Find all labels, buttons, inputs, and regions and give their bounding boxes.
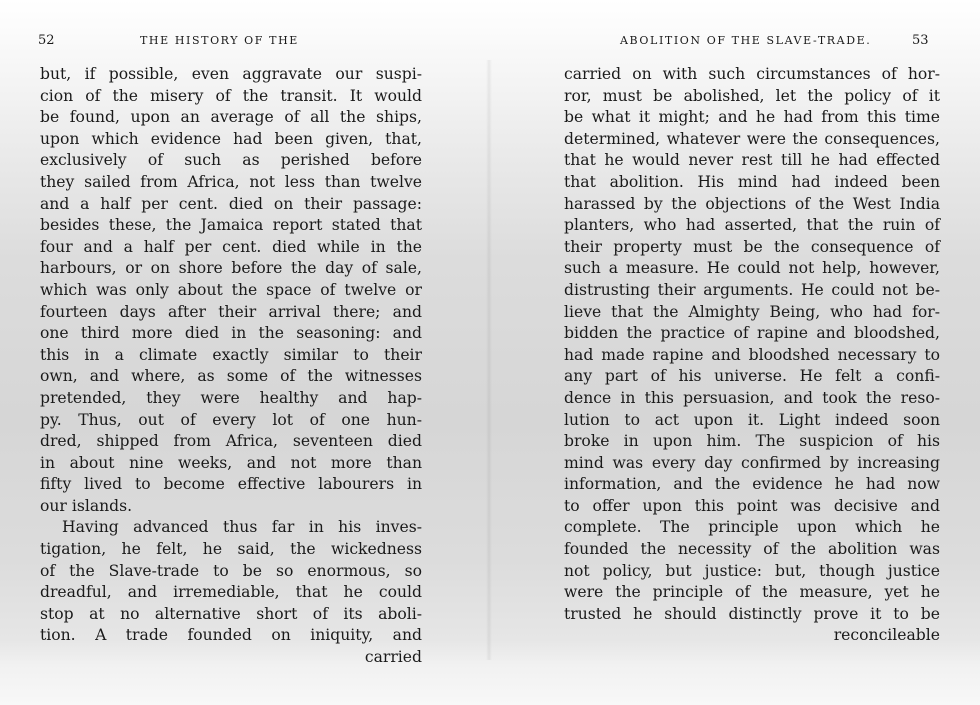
text-line: their property must be the consequence of (564, 237, 940, 256)
text-line: to offer upon this point was decisive and (564, 496, 940, 515)
text-line: pretended, they were healthy and hap- (40, 388, 422, 407)
text-line: founded the necessity of the abolition was (564, 540, 940, 559)
text-line: not policy, but justice: but, though justice (564, 561, 940, 580)
text-line: four and a half per cent. died while in the (40, 237, 422, 256)
text-line: any part of his universe. He felt a confi- (564, 367, 940, 386)
text-line: own, and where, as some of the witnesses (40, 367, 422, 386)
text-line: exclusively of such as perished before (40, 151, 422, 170)
text-line: they sailed from Africa, not less than twelve (40, 172, 422, 191)
text-line: that he would never rest till he had effected (564, 151, 940, 170)
text-line: which was only about the space of twelve or (40, 280, 422, 299)
text-line: broke in upon him. The suspicion of his (564, 432, 940, 451)
text-line: carried on with such circumstances of hor- (564, 65, 940, 83)
text-line: but, if possible, even aggravate our suspi- (40, 65, 422, 83)
text-line: be found, upon an average of all the ships, (40, 108, 422, 127)
text-line: besides these, the Jamaica report stated that (40, 216, 422, 235)
text-line: mind was every day confirmed by increasing (564, 453, 940, 472)
text-line: and a half per cent. died on their passage: (40, 194, 422, 213)
text-line: determined, whatever were the consequences, (564, 129, 940, 148)
text-line: planters, who had asserted, that the ruin of (564, 216, 940, 235)
text-line: harbours, or on shore before the day of sale, (40, 259, 422, 278)
text-line: upon which evidence had been given, that, (40, 129, 422, 148)
text-line: cion of the misery of the transit. It would (40, 86, 422, 105)
text-line: complete. The principle upon which he (564, 518, 940, 537)
text-line: dreadful, and irremediable, that he could (40, 583, 422, 602)
text-line: bidden the practice of rapine and bloodshed, (564, 324, 940, 343)
text-line: distrusting their arguments. He could not be- (564, 280, 940, 299)
text-line: our islands. (40, 496, 133, 515)
text-line: tigation, he felt, he said, the wickedness (40, 540, 422, 559)
right-running-head: ABOLITION OF THE SLAVE-TRADE. (620, 34, 872, 47)
catchword: reconcileable (833, 626, 940, 645)
text-line: this in a climate exactly similar to their (40, 345, 422, 364)
text-line: py. Thus, out of every lot of one hun- (40, 410, 422, 429)
text-line: lution to act upon it. Light indeed soon (564, 410, 940, 429)
text-line: of the Slave-trade to be so enormous, so (40, 561, 422, 580)
text-line: lieve that the Almighty Being, who had for- (564, 302, 940, 321)
left-page-text (40, 64, 422, 669)
text-line: stop at no alternative short of its aboli- (40, 604, 422, 623)
left-page-number: 52 (38, 33, 55, 48)
text-line: fourteen days after their arrival there; and (40, 302, 422, 321)
right-page-text (564, 64, 940, 647)
text-line: harassed by the objections of the West India (564, 194, 940, 213)
text-line: trusted he should distinctly prove it to be (564, 604, 940, 623)
text-line: dence in this persuasion, and took the reso- (564, 388, 940, 407)
text-line: that abolition. His mind had indeed been (564, 172, 940, 191)
page-gutter (486, 60, 492, 660)
catchword: carried (364, 648, 422, 667)
text-line: one third more died in the seasoning: and (40, 324, 422, 343)
right-page-number: 53 (912, 33, 929, 48)
text-line: ror, must be abolished, let the policy of it (564, 86, 940, 105)
text-line: such a measure. He could not help, however, (564, 259, 940, 278)
text-line: information, and the evidence he had now (564, 475, 940, 494)
text-line: tion. A trade founded on iniquity, and (40, 626, 422, 645)
left-running-head: THE HISTORY OF THE (140, 34, 299, 47)
text-line: be what it might; and he had from this time (564, 108, 940, 127)
text-line: dred, shipped from Africa, seventeen died (40, 432, 422, 451)
text-line: Having advanced thus far in his inves- (62, 518, 422, 537)
text-line: fifty lived to become effective labourers in (40, 475, 422, 494)
text-line: were the principle of the measure, yet he (564, 583, 940, 602)
text-line: had made rapine and bloodshed necessary to (564, 345, 940, 364)
text-line: in about nine weeks, and not more than (40, 453, 422, 472)
